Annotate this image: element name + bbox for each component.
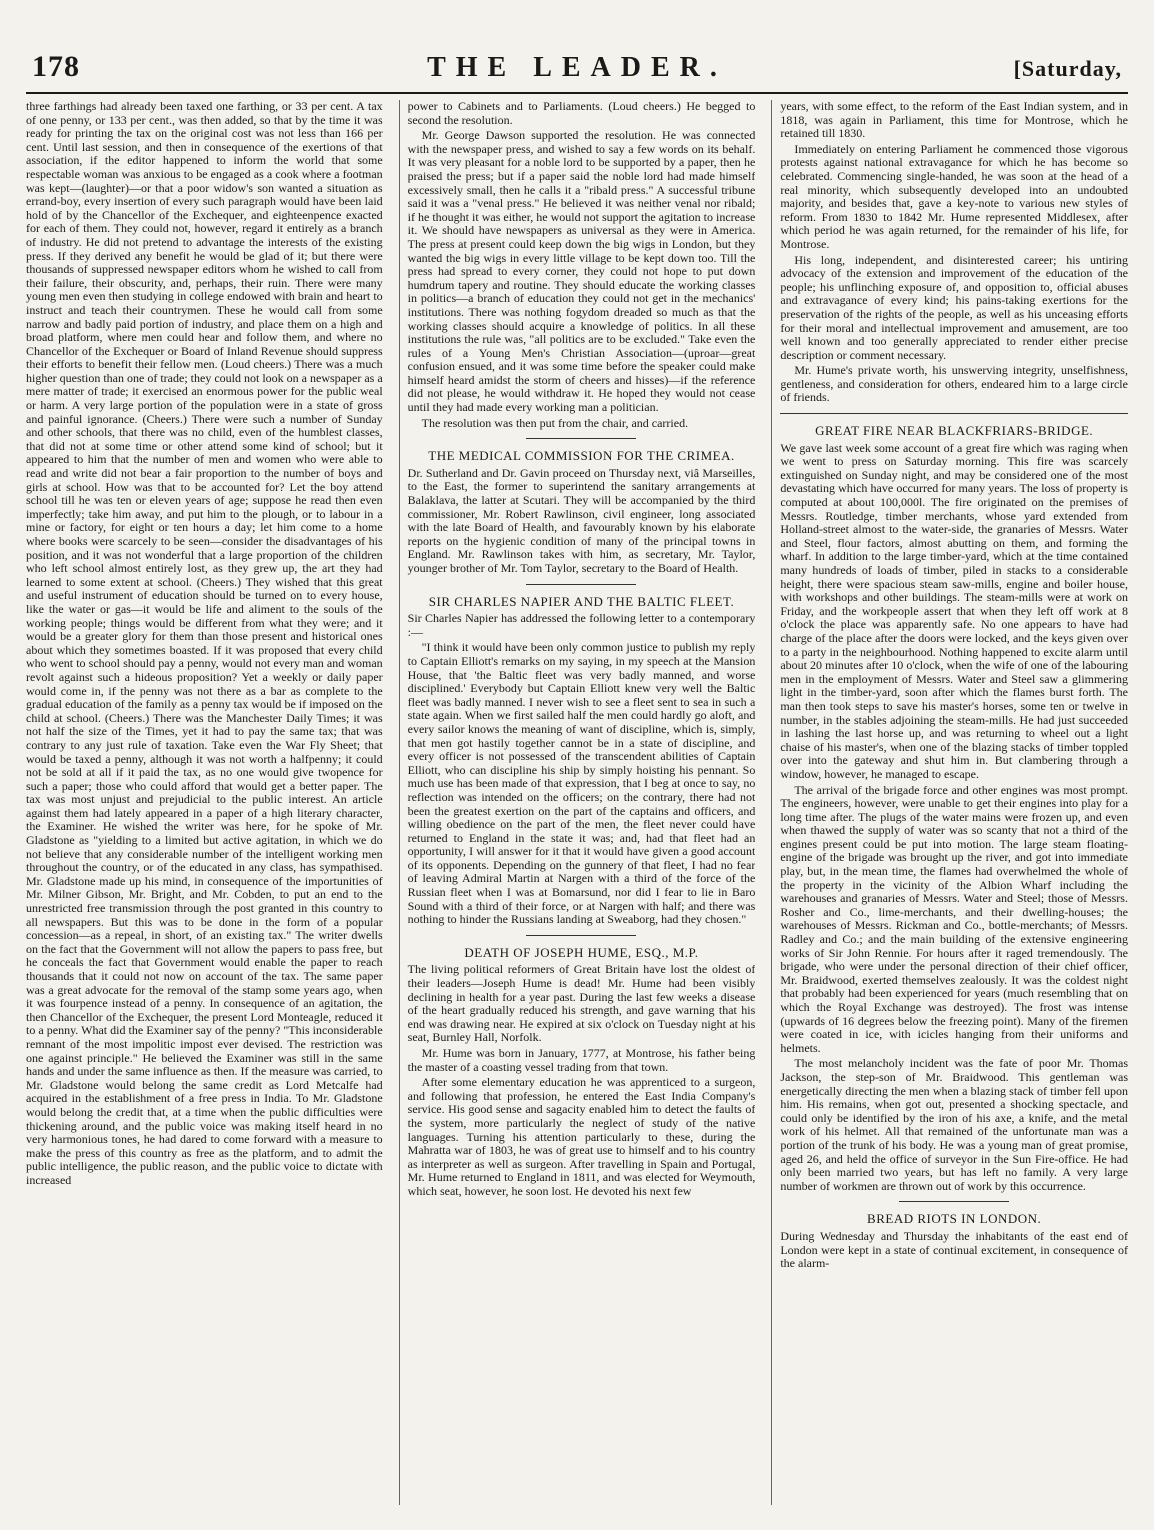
article-paragraph: Immediately on entering Parliament he commenced those vigorous protests against national extravagance for which he has become so celebrated. Commencing single-handed, he was soon at the head of a real minority, which subsequently developed into an undoubted majority, and besides that, gave a key-note to various new styles of reform. From 1830 to 1842 Mr. Hume represented Middlesex, after which period he was again returned, for the remainder of his life, for Montrose.	[780, 141, 1128, 251]
article-heading-hume: DEATH OF JOSEPH HUME, ESQ., M.P.	[464, 944, 699, 960]
article-paragraph: His long, independent, and disinterested career; his untiring advocacy of the extension and improvement of the education of the people; his unflinching exposure of, and opposition to, official abuses and extravagance of every kind; his pains-taking exertions for the preservation of the rights of the people, as well as his unceasing efforts for their moral and intellectual improvement and amusement, are too well known and too generally appreciated to render either precise description or comment necessary.	[780, 252, 1128, 362]
article-paragraph: years, with some effect, to the reform of the East Indian system, and in 1818, was again in Parliament, this time for Montrose, which he retained till 1830.	[780, 100, 1128, 141]
section-divider	[780, 413, 1128, 414]
column-3	[771, 100, 1128, 1505]
page-number: 178	[32, 50, 80, 83]
article-paragraph: Dr. Sutherland and Dr. Gavin proceed on Thursday next, viâ Marseilles, to the East, the former to superintend the sanitary arrangements at Balaklava, the latter at Scutari. They will be accompanied by the third commissioner, Mr. Robert Rawlinson, civil engineer, long associated with the late Board of Health, and favourably known by his elaborate reports on the hygienic condition of many of the principal towns in England. Mr. Rawlinson takes with him, as secretary, Mr. Taylor, younger brother of Mr. Tom Taylor, secretary to the Board of Health.	[407, 465, 756, 575]
article-paragraph: We gave last week some account of a great fire which was raging when we went to press on Saturday morning. This fire was scarcely extinguished on Sunday night, and may be considered one of the most devastating which have occurred for many years. The loss of property is computed at about 100,000l. The fire originated on the premises of Messrs. Routledge, timber merchants, whose yard extended from Holland-street almost to the water-side, the granaries of Messrs. Water and Steel, flour factors, almost abutting on them, and forming the wharf. In addition to the large timber-yard, which at the time contained many hundreds of loads of timber, piled in stacks to a considerable height, there were spacious steam saw-mills, engine and boiler house, with workshops and other buildings. The steam-mills were at work on Friday, and the workpeople assert that when they left off work at 8 o'clock the place was apparently safe. No one appears to have had charge of the place after the doors were locked, and the keys given over to a party in the neighbourhood. Nothing happened to excite alarm until about 20 minutes after 10 o'clock, when the wife of one of the labouring men in the employment of Messrs. Water and Steel saw a glimmering light in the timber-yard, soon after which the flames burst forth. The man then took steps to save his master's horses, some ten or twelve in number, in the stables adjoining the steam-mills. He had just succeeded in lashing the last horse up, and was returning to wheel out a light chaise of his master's, when one of the blazing stacks of timber toppled over into the gateway and shut him in. But clambering through a window, however, he managed to escape.	[780, 440, 1128, 781]
article-paragraph: During Wednesday and Thursday the inhabitants of the east end of London were kept in a state of continual excitement, in consequence of the alarm-	[780, 1228, 1128, 1271]
section-divider	[526, 438, 636, 439]
column-2	[399, 100, 756, 1505]
masthead	[26, 44, 1128, 94]
columns	[26, 100, 1128, 1505]
article-paragraph: The resolution was then put from the chair, and carried.	[421, 415, 689, 430]
issue-day: [Saturday,	[1013, 56, 1122, 81]
section-divider	[526, 584, 636, 585]
article-paragraph: The most melancholy incident was the fate of poor Mr. Thomas Jackson, the step-son of Mr. Braidwood. This gentleman was energetically directing the men when a blazing stack of timber fell upon him. His remains, when got out, presented a shocking spectacle, and could only be identified by the iron of his axe, a knife, and the metal work of his helmet. All that remained of the unfortunate man was a portion of the trunk of his body. He was a young man of great promise, aged 26, and held the office of surveyor in the Sun Fire-office. He had only been married two years, but has left no family. A very large number of workmen are thrown out of work by this occurrence.	[780, 1056, 1128, 1193]
letter-paragraph: "I think it would have been only common justice to publish my reply to Captain Elliott's remarks on my saying, in my speech at the Mansion House, that 'the Baltic fleet was very badly manned, and worse disciplined.' Everybody but Captain Elliott knew very well the Baltic fleet was badly manned. I never wish to see a fleet sent to sea in such a state again. When we first sailed half the men could hardly go aloft, and every sailor knows the meaning of want of discipline, which is, simply, that men got hastily together cannot be in a state of discipline, and every officer is not possessed of the transcendent abilities of Captain Elliott, who can discipline his ship by simply hoisting his pennant. So much use has been made of that expression, that I beg at once to say, no reflection was intended on the officers; on the contrary, there had not been the greatest exertion on the part of the captains and officers, and willing obedience on the part of the men, the fleet never could have returned to England in the state it was; and, had that fleet had an opportunity, I will answer for it that it would have given a good account of its opponents. Depending on the gunnery of that fleet, I had no fear of leaving Admiral Martin at Nargen with a third of the force of the Russian fleet when I was at Bomarsund, nor did I fear to lie in Baro Sound with a third of their force, or at Nargen with half; and there was nothing to hinder the Russians landing at Sweaborg, had they chosen."	[407, 640, 756, 927]
section-divider	[899, 1201, 1009, 1202]
article-paragraph: The arrival of the brigade force and other engines was most prompt. The engineers, however, were unable to get their engines into play for a long time after. The plugs of the water mains were frozen up, and even when thawed the supply of water was so scanty that not a third of the engines present could be put into motion. The large steam floating-engine of the brigade was brought up the river, and got into immediate play, but, in the mean time, the flames had overwhelmed the whole of the property in the vicinity of the Albion Wharf including the warehouses and granaries of Messrs. Water and Steel; those of Messrs. Rosher and Co., lime-merchants, and their dwelling-houses; the warehouses of Messrs. Rickman and Co., bottle-merchants; of Messrs. Radley and Co.; and the main building of the extensive engineering works of Sir John Rennie. For hours after it raged tremendously. The brigade, who were under the personal direction of their chief officer, Mr. Braidwood, exerted themselves zealously. It was the coldest night that probably had been experienced for years (much resembling that on which the Royal Exchange was destroyed). The frost was intense (upwards of 16 degrees below the freezing point). Many of the firemen were coated in ice, with icicles hanging from their uniforms and helmets.	[780, 782, 1128, 1055]
section-divider	[526, 935, 636, 936]
newspaper-title: THE LEADER.	[427, 52, 727, 83]
article-paragraph: three farthings had already been taxed one farthing, or 33 per cent. A tax of one penny, or 133 per cent., was then added, so that by the time it was ready for printing the tax on the original cost was not less than 166 per cent. Until last session, and then in consequence of the exertions of that association, if the editor happened to inform the world that some respectable woman was anxious to be engaged as a cook where a footman was kept—(laughter)—or that a poor widow's son wanted a situation as errand-boy, every insertion of every such paragraph would have been laid hold of by the Chancellor of the Exchequer, and eighteenpence exacted for each of them. They could not, however, regard it entirely as a branch of industry. He did not pretend to advantage the interests of the existing press. If they derived any benefit he would be glad of it; but there were thousands of suppressed newspaper editors whom he wished to call from their failure, their obscurity, and, perhaps, their ruin. There were many young men even then studying in college endowed with brain and heart to instruct and teach their countrymen. These he would call from some narrow and badly paid portion of industry, and place them on a high and broad platform, where men could hear and follow them, and where no Chancellor of the Exchequer or Board of Inland Revenue should suppress their efforts to benefit their fellow men. (Loud cheers.) There was a much higher question than one of trade; they could not look on a newspaper as a mere matter of trade; it exercised an enormous power for the public weal or harm. A very large portion of the population were in a state of gross and painful ignorance. (Cheers.) There were such a number of Sunday and other schools, that there was no child, even of the humblest classes, that did not at some time or other attend some kind of school; but it appeared to him that the number of men and women who were able to read and write did not bear a fair proportion to the number of boys and girls at school. How was that to be accounted for? Let the boy attend school till he was ten or eleven years of age; suppose he read then even imperfectly; take him away, and put him to the plough, or to labour in a mine or factory, for eight or ten hours a day; let him come to a home where books were scarcely to be seen—consider the disadvantages of his position, and it was not wonderful that a large proportion of the children who left school almost entirely lost, as they grew up, the art they had learned to some extent at school. (Cheers.) They wished that this great and useful instrument of education should be turned on to every house, like the water or gas—it would be life and aliment to the souls of the working people; things would be different from what they were; and it would be a greater glory for them than those present and historical ones about which they sometimes boasted. If it was proposed that every child who went to school should pay a penny, would not every man and woman revolt against such a hideous proposition? Yet a weekly or daily paper would come in, if the penny was not there as a bar as complete to the gradual education of the family as a penny tax would be if imposed on the child at school. (Cheers.) There was the Manchester Daily Times; it was not half the size of the Times, yet it had to pay the same tax; that was contrary to any just rule of taxation. Take even the War Fly Sheet; that would be taxed a penny, although it was not worth a halfpenny; it could not be sold at all if it paid the tax, as no one would give twopence for such a paper; those who could afford that would get a better paper. The tax was most unjust and prejudicial to the public interest. An article against them had lately appeared in a paper of a high literary character, the Examiner. He wished the writer was here, for he spoke of Mr. Gladstone as "yielding to a limited but active agitation, in which we do not believe that any considerable number of the intelligent working men throughout the country, or of the educated in any class, has sympathised. Mr. Gladstone made up his mind, in consequence of the importunities of Mr. Milner Gibson, Mr. Bright, and Mr. Cobden, to put an end to the unrestricted free transmission through the post granted in this country to all newspapers. But this was to be done in the form of a popular concession—as a repeal, in short, of an existing tax." The writer dwells on the fact that the Government will not allow the papers to pass free, but he conceals the fact that Government would enable the paper to reach thousands that it could not now on account of the tax. The same paper was a great advocate for the removal of the stamp some years ago, when it was fourpence instead of a penny. In consequence of an agitation, the then Chancellor of the Exchequer, the present Lord Monteagle, reduced it to a penny. What did the Examiner say of the penny? "This inconsiderable remnant of the most impolitic impost ever devised. The restriction was one against principle." He believed the Examiner was still in the same hands and under the same influence as then. If the measure was carried, to Mr. Gladstone would belong the same credit as Lord Metcalfe had acquired in the establishment of a free press in India. To Mr. Gladstone would belong the credit that, at a time when the public difficulties were thickening around, and the public voice was making itself heard in no very harmonious tones, he had dared to come forward with a measure to make the press of this country as free as the platform, and to admit the public intelligence, the public reason, and the public voice to dictate with increased	[26, 100, 383, 1187]
column-1	[26, 100, 383, 1505]
article-paragraph: power to Cabinets and to Parliaments. (Loud cheers.) He begged to second the resolution.	[407, 100, 756, 127]
article-heading-medical: THE MEDICAL COMMISSION FOR THE CRIMEA.	[428, 448, 735, 464]
article-paragraph: Sir Charles Napier has addressed the following letter to a contemporary :—	[407, 611, 756, 639]
article-heading-napier: SIR CHARLES NAPIER AND THE BALTIC FLEET.	[428, 593, 735, 609]
article-paragraph: Mr. George Dawson supported the resolution. He was connected with the newspaper press, and wished to say a few words on its behalf. It was very pleasant for a noble lord to be supported by a paper, then he praised the press; but if a paper said the noble lord had made himself excessively small, then he calls it a "ribald press." A successful tribune said it was a "venal press." He believed it was neither venal nor ribald; if he thought it was either, he would not support the agitation to increase it. We should have newspapers as universal as they were in America. The press at present could keep down the big wigs in London, but they wanted the big wigs in every little village to be kept down too. Till the press had spread to every corner, they could not hope to put down humdrum tapery and routine. They should educate the working classes in politics—a branch of education they could not get in the mechanics' institutions. There was nothing fogydom dreaded so much as that the working classes should acquire a knowledge of politics. In all these institutions the rule was, "all politics are to be excluded." Take even the rules of a Young Men's Christian Association—(uproar—great confusion ensued, and it was some time before the speaker could make himself heard amidst the storm of cheers and hisses)—if the reference did not please, he would withdraw it. He hoped they would not cease until they had made every working man a politician.	[407, 128, 756, 415]
article-heading-fire: GREAT FIRE NEAR BLACKFRIARS-BRIDGE.	[815, 423, 1094, 439]
article-paragraph: After some elementary education he was apprenticed to a surgeon, and following that profession, he entered the East India Company's service. His good sense and sagacity enabled him to detect the faults of the system, more particularly the neglect of study of the native languages. Turning his attention particularly to these, during the Mahratta war of 1803, he was of great use to himself and to his country as interpreter as well as surgeon. After travelling in Spain and Portugal, Mr. Hume returned to England in 1811, and was elected for Weymouth, which seat, however, he soon lost. He devoted his next few	[407, 1075, 756, 1198]
article-paragraph: The living political reformers of Great Britain have lost the oldest of their leaders—Joseph Hume is dead! Mr. Hume had been visibly declining in health for a year past. During the last few weeks a disease of the heart gradually reduced his strength, and gave warning that his end was drawing near. He expired at six o'clock on Tuesday night at his seat, Burnley Hall, Norfolk.	[407, 962, 756, 1045]
article-paragraph: Mr. Hume was born in January, 1777, at Montrose, his father being the master of a coasting vessel trading from that town.	[407, 1046, 756, 1074]
article-heading-bread: BREAD RIOTS IN LONDON.	[867, 1211, 1042, 1227]
article-paragraph: Mr. Hume's private worth, his unswerving integrity, unselfishness, gentleness, and consideration for others, endeared him to a large circle of friends.	[780, 363, 1128, 405]
